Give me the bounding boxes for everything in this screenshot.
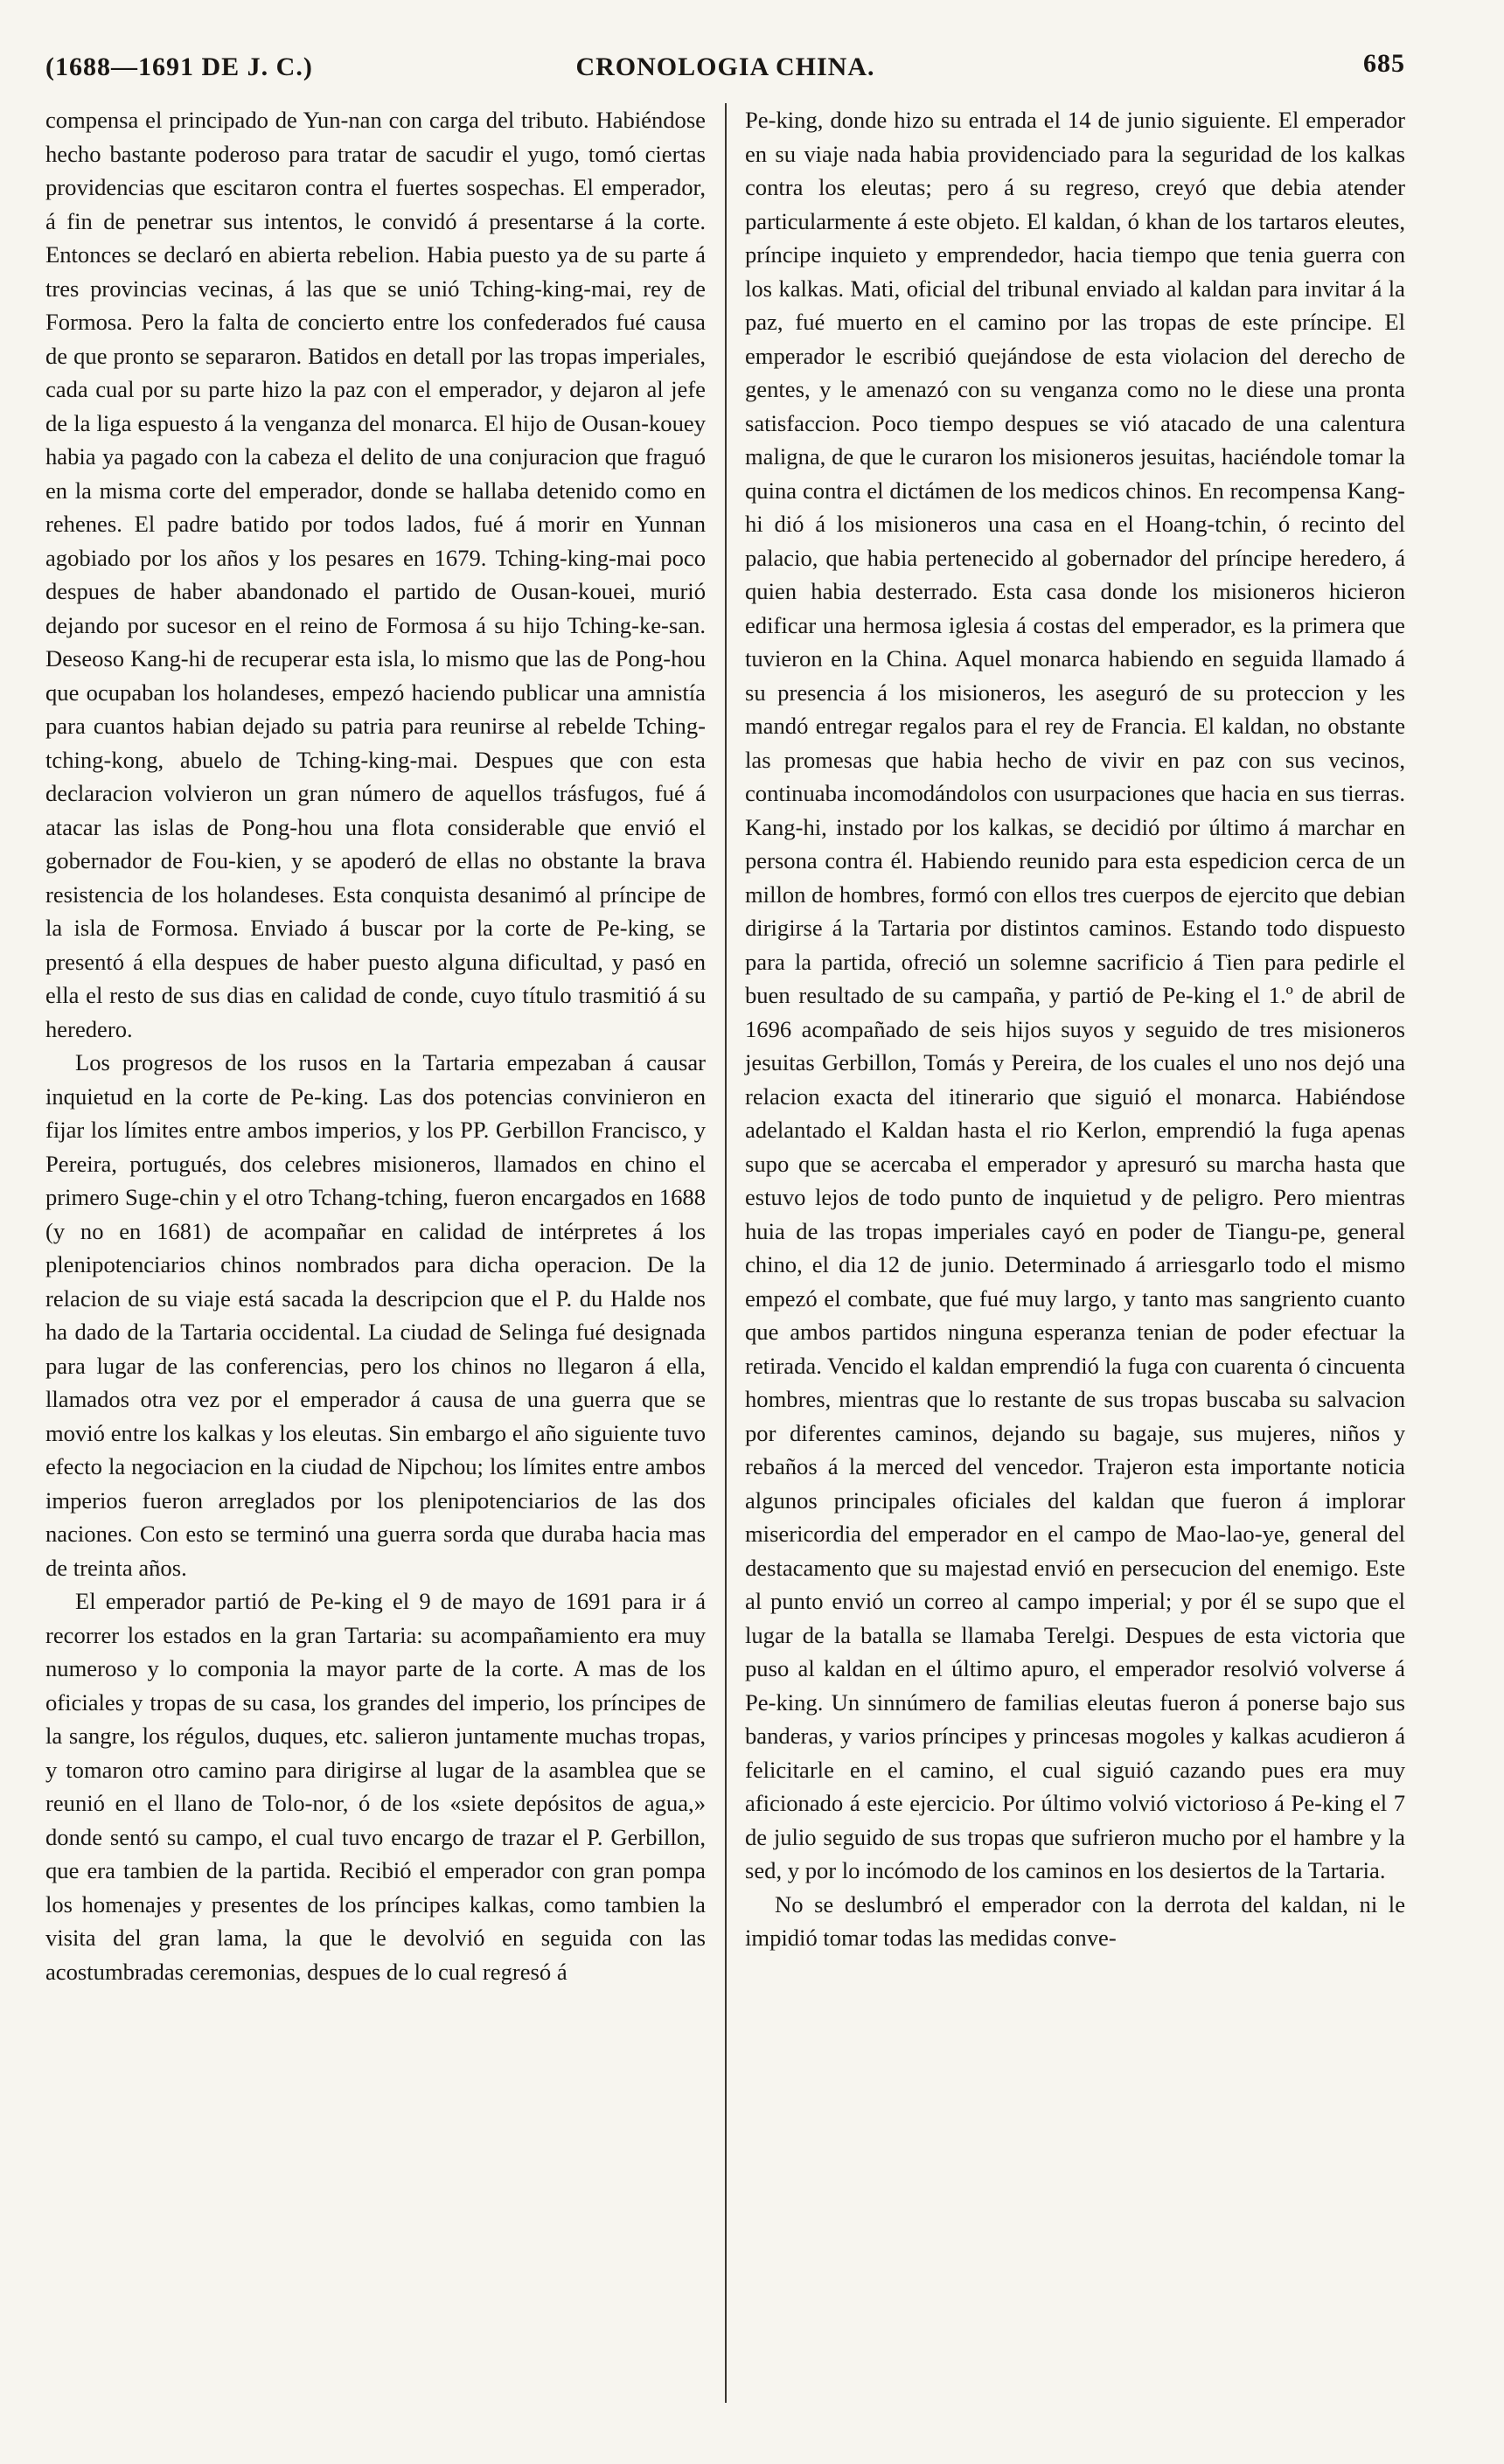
running-head (45, 49, 1405, 96)
paragraph: El emperador partió de Pe-king el 9 de mayo de 1691 para ir á recorrer los estados en la gran Tartaria: su acompañamiento era muy numeroso y lo componia la mayor parte de la corte. A mas de los oficiales y tropas de su casa, los grandes del imperio, los príncipes de la sangre, los régulos, duques, etc. salieron juntamente muchas tropas, y tomaron otro camino para dirigirse al lugar de la asamblea que se reunió en el llano de Tolo-nor, ó de los «siete depósitos de agua,» donde sentó su campo, el cual tuvo encargo de trazar el P. Gerbillon, que era tambien de la partida. Recibió el emperador con gran pompa los homenajes y presentes de los príncipes kalkas, como tambien la visita del gran lama, la que le devolvió en seguida con las acostumbradas ceremonias, despues de lo cual regresó á (45, 1588, 706, 1985)
header-dates: (1688—1691 DE J. C.) (45, 52, 313, 81)
book-page (45, 49, 1405, 2413)
column-divider (725, 103, 727, 2403)
page-number: 685 (1363, 49, 1405, 78)
text-columns (45, 103, 1405, 2403)
paragraph: No se deslumbró el emperador con la derrota del kaldan, ni le impidió tomar todas las medidas conve- (745, 1890, 1405, 1951)
right-column (745, 103, 1405, 1955)
paragraph: Los progresos de los rusos en la Tartaria empezaban á causar inquietud en la corte de Pe-king. Las dos potencias convinieron en fijar los límites entre ambos imperios, y los PP. Gerbillon Francisco, y Pereira, portugués, dos celebres misioneros, llamados en chino el primero Suge-chin y el otro Tchang-tching, fueron encargados en 1688 (y no en 1681) de acompañar en calidad de intérpretes á los plenipotenciarios chinos nombrados para dicha operacion. De la relacion de su viaje está sacada la descripcion que el P. du Halde nos ha dado de la Tartaria occidental. La ciudad de Selinga fué designada para lugar de las conferencias, pero los chinos no llegaron á ella, llamados otra vez por el emperador á causa de una guerra que se movió entre los kalkas y los eleutas. Sin embargo el año siguiente tuvo efecto la negociacion en la ciudad de Nipchou; los límites entre ambos imperios fueron arreglados por los plenipotenciarios de las dos naciones. Con esto se terminó una guerra sorda que duraba hacia mas de treinta años. (45, 1049, 706, 1581)
left-column (45, 103, 706, 1988)
header-title: CRONOLOGIA CHINA. (575, 52, 875, 81)
paragraph: Pe-king, donde hizo su entrada el 14 de junio siguiente. El emperador en su viaje nada habia providenciado para la seguridad de los kalkas contra los eleutas; pero á su regreso, creyó que debia atender particularmente á este objeto. El kaldan, ó khan de los tartaros eleutes, príncipe inquieto y emprendedor, hacia tiempo que tenia guerra con los kalkas. Mati, oficial del tribunal enviado al kaldan para invitar á la paz, fué muerto en el camino por las tropas de este príncipe. El emperador le escribió quejándose de esta violacion del derecho de gentes, y le amenazó con su venganza como no le diese una pronta satisfaccion. Poco tiempo despues se vió atacado de una calentura maligna, de que le curaron los misioneros jesuitas, haciéndole tomar la quina contra el dictámen de los medicos chinos. En recompensa Kang-hi dió á los misioneros una casa en el Hoang-tchin, ó recinto del palacio, que habia pertenecido al gobernador del príncipe heredero, á quien habia desterrado. Esta casa donde los misioneros hicieron edificar una hermosa iglesia á costas del emperador, es la primera que tuvieron en la China. Aquel monarca habiendo en seguida llamado á su presencia á los misioneros, les aseguró de su proteccion y les mandó entregar regalos para el rey de Francia. El kaldan, no obstante las promesas que habia hecho de vivir en paz con sus vecinos, continuaba incomodándolos con usurpaciones que hacia en sus tierras. Kang-hi, instado por los kalkas, se decidió por último á marchar en persona contra él. Habiendo reunido para esta espedicion cerca de un millon de hombres, formó con ellos tres cuerpos de ejercito que debian dirigirse á la Tartaria por distintos caminos. Estando todo dispuesto para la partida, ofreció un solemne sacrificio á Tien para pedirle el buen resultado de su campaña, y partió de Pe-king el 1.º de abril de 1696 acompañado de seis hijos suyos y seguido de tres misioneros jesuitas Gerbillon, Tomás y Pereira, de los cuales el uno nos dejó una relacion exacta del itinerario que siguió el monarca. Habiéndose adelantado el Kaldan hasta el rio Kerlon, emprendió la fuga apenas supo que se acercaba el emperador y apresuró su marcha hasta que estuvo lejos de todo punto de inquietud y de peligro. Pero mientras huia de las tropas imperiales cayó en poder de Tiangu-pe, general chino, el dia 12 de junio. Determinado á arriesgarlo todo el mismo empezó el combate, que fué muy largo, y tanto mas sangriento cuanto que ambos partidos ninguna esperanza tenian de poder efectuar la retirada. Vencido el kaldan emprendió la fuga con cuarenta ó cincuenta hombres, mientras que lo restante de sus tropas buscaba su salvacion por diferentes caminos, dejando su bagaje, sus mujeres, niños y rebaños á la merced del vencedor. Trajeron esta importante noticia algunos principales oficiales del kaldan que fueron á implorar misericordia del emperador en el campo de Mao-lao-ye, general del destacamento que su majestad envió en persecucion del enemigo. Este al punto envió un correo al campo imperial; y por él se supo que el lugar de la batalla se llamaba Terelgi. Despues de esta victoria que puso al kaldan en el último apuro, el emperador resolvió volverse á Pe-king. Un sinnúmero de familias eleutas fueron á ponerse bajo sus banderas, y varios príncipes y princesas mogoles y kalkas acudieron á felicitarle en el camino, el cual siguió cazando pues era muy aficionado á este ejercicio. Por último volvió victorioso á Pe-king el 7 de julio seguido de sus tropas que sufrieron mucho por el hambre y la sed, y por lo incómodo de los caminos en los desiertos de la Tartaria. (745, 107, 1405, 1883)
paragraph: compensa el principado de Yun-nan con carga del tributo. Habiéndose hecho bastante poderoso para tratar de sacudir el yugo, tomó ciertas providencias que escitaron contra el fuertes sospechas. El emperador, á fin de penetrar sus intentos, le convidó á presentarse á la corte. Entonces se declaró en abierta rebelion. Habia puesto ya de su parte á tres provincias vecinas, á las que se unió Tching-king-mai, rey de Formosa. Pero la falta de concierto entre los confederados fué causa de que pronto se separaron. Batidos en detall por las tropas imperiales, cada cual por su parte hizo la paz con el emperador, y dejaron al jefe de la liga espuesto á la venganza del monarca. El hijo de Ousan-kouey habia ya pagado con la cabeza el delito de una conjuracion que fraguó en la misma corte del emperador, donde se hallaba detenido como en rehenes. El padre batido por todos lados, fué á morir en Yunnan agobiado por los años y los pesares en 1679. Tching-king-mai poco despues de haber abandonado el partido de Ousan-kouei, murió dejando por sucesor en el reino de Formosa á su hijo Tching-ke-san. Deseoso Kang-hi de recuperar esta isla, lo mismo que las de Pong-hou que ocupaban los holandeses, empezó haciendo publicar una amnistía para cuantos habian dejado su patria para reunirse al rebelde Tching-tching-kong, abuelo de Tching-king-mai. Despues que con esta declaracion volvieron un gran número de aquellos trásfugos, fué á atacar las islas de Pong-hou una flota considerable que envió el gobernador de Fou-kien, y se apoderó de ellas no obstante la brava resistencia de los holandeses. Esta conquista desanimó al príncipe de la isla de Formosa. Enviado á buscar por la corte de Pe-king, se presentó á ella despues de haber puesto alguna dificultad, y pasó en ella el resto de sus dias en calidad de conde, cuyo título trasmitió á su heredero. (45, 107, 706, 1042)
